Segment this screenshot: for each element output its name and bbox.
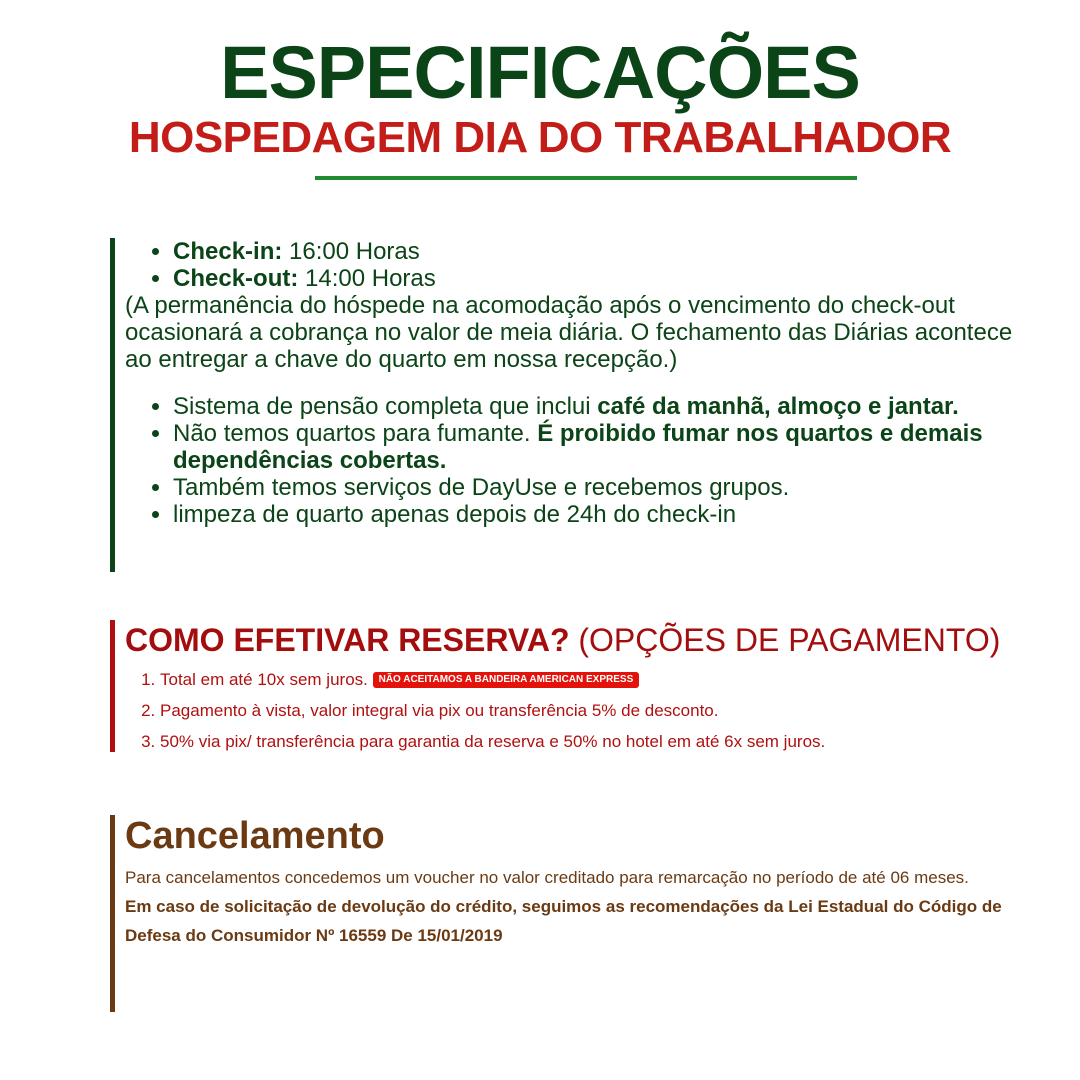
specifications-section xyxy=(110,238,1045,572)
divider xyxy=(315,176,857,180)
page-title: ESPECIFICAÇÕES xyxy=(220,31,860,114)
checkout-value: 14:00 Horas xyxy=(298,265,436,292)
item-text: limpeza de quarto apenas depois de 24h do check-in xyxy=(173,501,737,528)
cancellation-legal-text: Em caso de solicitação de devolução do crédito, seguimos as recomendações da Lei Estadual do Código de Defesa do Consumidor Nº 16559 De 15/01/2019 xyxy=(125,897,1002,945)
item-bold: É proibido fumar nos quartos e demais dependências cobertas. xyxy=(173,420,983,474)
option-text: 50% via pix/ transferência para garantia da reserva e 50% no hotel em até 6x sem juros. xyxy=(160,732,826,751)
amex-warning-badge: NÃO ACEITAMOS A BANDEIRA AMERICAN EXPRESS xyxy=(373,672,640,688)
item-bold: café da manhã, almoço e jantar. xyxy=(597,393,959,420)
item-text: Sistema de pensão completa que inclui xyxy=(173,393,598,420)
payment-heading xyxy=(125,620,1065,660)
checkin-label: Check-in: xyxy=(173,238,283,265)
cancellation-heading: Cancelamento xyxy=(125,815,385,857)
checkout-label: Check-out: xyxy=(173,265,299,292)
checkout-item xyxy=(173,265,1045,292)
policy-list xyxy=(125,393,1045,528)
list-item xyxy=(173,420,1045,474)
list-item xyxy=(173,501,1045,528)
cancellation-section xyxy=(110,815,1025,1012)
list-item xyxy=(173,474,1045,501)
payment-option xyxy=(160,664,1065,695)
payment-heading-bold: COMO EFETIVAR RESERVA? xyxy=(125,622,570,658)
item-text: Também temos serviços de DayUse e recebemos grupos. xyxy=(173,474,790,501)
checkout-note: (A permanência do hóspede na acomodação após o vencimento do check-out ocasionará a cobrança no valor de meia diária. O fechamento das Diárias acontece ao entregar a chave do quarto em nossa recepção.) xyxy=(125,292,1013,373)
option-text: Pagamento à vista, valor integral via pix ou transferência 5% de desconto. xyxy=(160,701,719,720)
payment-option xyxy=(160,726,1065,757)
payment-section xyxy=(110,620,1065,752)
option-text: Total em até 10x sem juros. xyxy=(160,670,368,689)
cancellation-text: Para cancelamentos concedemos um voucher no valor creditado para remarcação no período de até 06 meses. xyxy=(125,868,969,887)
checkin-item xyxy=(173,238,1045,265)
checkin-value: 16:00 Horas xyxy=(282,238,420,265)
payment-option xyxy=(160,695,1065,726)
payment-heading-light: (OPÇÕES DE PAGAMENTO) xyxy=(569,622,1001,658)
checkin-list xyxy=(125,238,1045,292)
page-subtitle: HOSPEDAGEM DIA DO TRABALHADOR xyxy=(128,113,952,162)
list-item xyxy=(173,393,1045,420)
payment-options xyxy=(125,664,1065,757)
item-text: Não temos quartos para fumante. xyxy=(173,420,538,447)
